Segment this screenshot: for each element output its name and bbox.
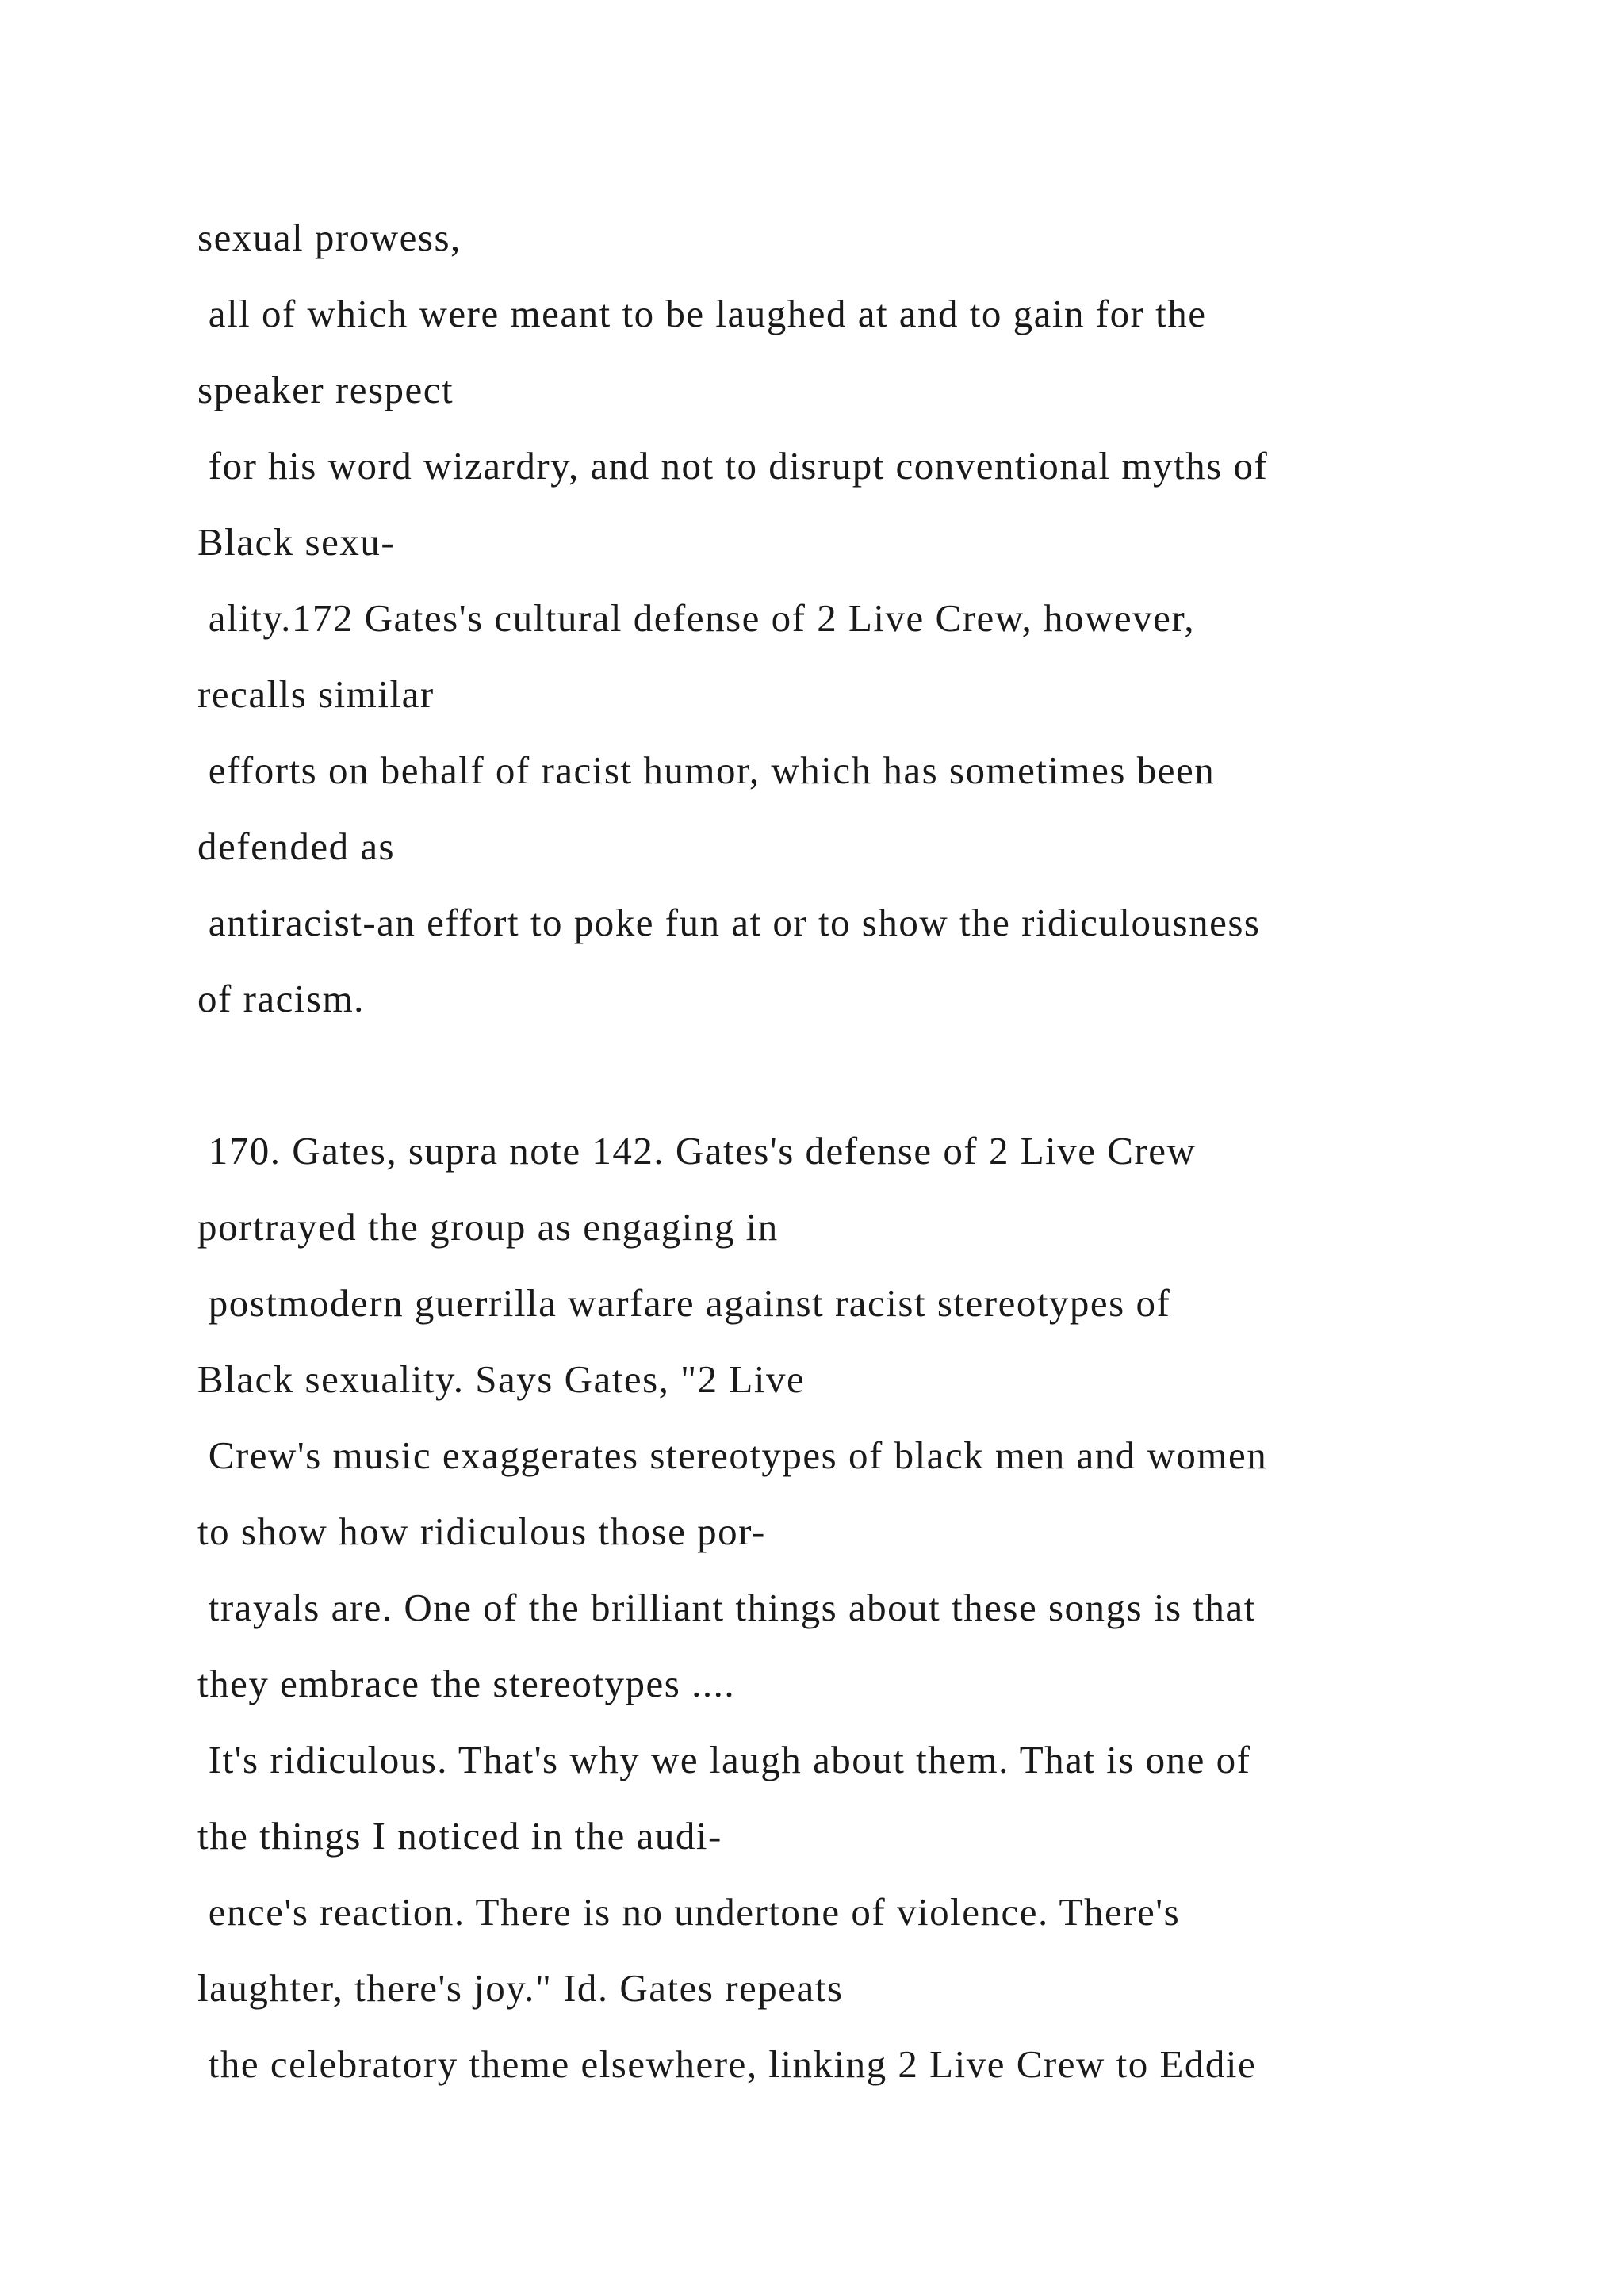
footnote-line: to show how ridiculous those por- bbox=[197, 1510, 766, 1553]
footnote-line: the things I noticed in the audi- bbox=[197, 1814, 722, 1858]
footnote-paragraph bbox=[197, 1113, 1506, 2103]
footnote-line: Crew's music exaggerates stereotypes of black men and women bbox=[197, 1433, 1268, 1477]
text-line: of racism. bbox=[197, 977, 365, 1020]
text-line: Black sexu- bbox=[197, 520, 396, 564]
text-line: sexual prowess, bbox=[197, 216, 462, 259]
text-line: recalls similar bbox=[197, 672, 435, 716]
footnote-line: Black sexuality. Says Gates, "2 Live bbox=[197, 1357, 806, 1401]
paragraph-gap bbox=[197, 1037, 1506, 1113]
footnote-line: the celebratory theme elsewhere, linking 2 Live Crew to Eddie bbox=[197, 2042, 1257, 2086]
footnote-line: 170. Gates, supra note 142. Gates's defense of 2 Live Crew bbox=[197, 1129, 1197, 1173]
footnote-line: laughter, there's joy." Id. Gates repeats bbox=[197, 1966, 844, 2010]
body-paragraph bbox=[197, 200, 1506, 1037]
text-line: for his word wizardry, and not to disrupt conventional myths of bbox=[197, 444, 1269, 488]
text-line: antiracist-an effort to poke fun at or to show the ridiculousness bbox=[197, 901, 1261, 944]
footnote-line: It's ridiculous. That's why we laugh about them. That is one of bbox=[197, 1738, 1251, 1781]
footnote-line: postmodern guerrilla warfare against racist stereotypes of bbox=[197, 1281, 1171, 1325]
text-line: all of which were meant to be laughed at and to gain for the bbox=[197, 292, 1207, 335]
text-line: ality.172 Gates's cultural defense of 2 Live Crew, however, bbox=[197, 596, 1195, 640]
document-text bbox=[197, 200, 1506, 2103]
footnote-line: ence's reaction. There is no undertone of violence. There's bbox=[197, 1890, 1181, 1934]
text-line: defended as bbox=[197, 825, 396, 868]
footnote-line: trayals are. One of the brilliant things about these songs is that bbox=[197, 1586, 1256, 1629]
footnote-line: they embrace the stereotypes .... bbox=[197, 1662, 736, 1705]
footnote-line: portrayed the group as engaging in bbox=[197, 1205, 779, 1249]
text-line: efforts on behalf of racist humor, which has sometimes been bbox=[197, 748, 1216, 792]
text-line: speaker respect bbox=[197, 368, 454, 411]
